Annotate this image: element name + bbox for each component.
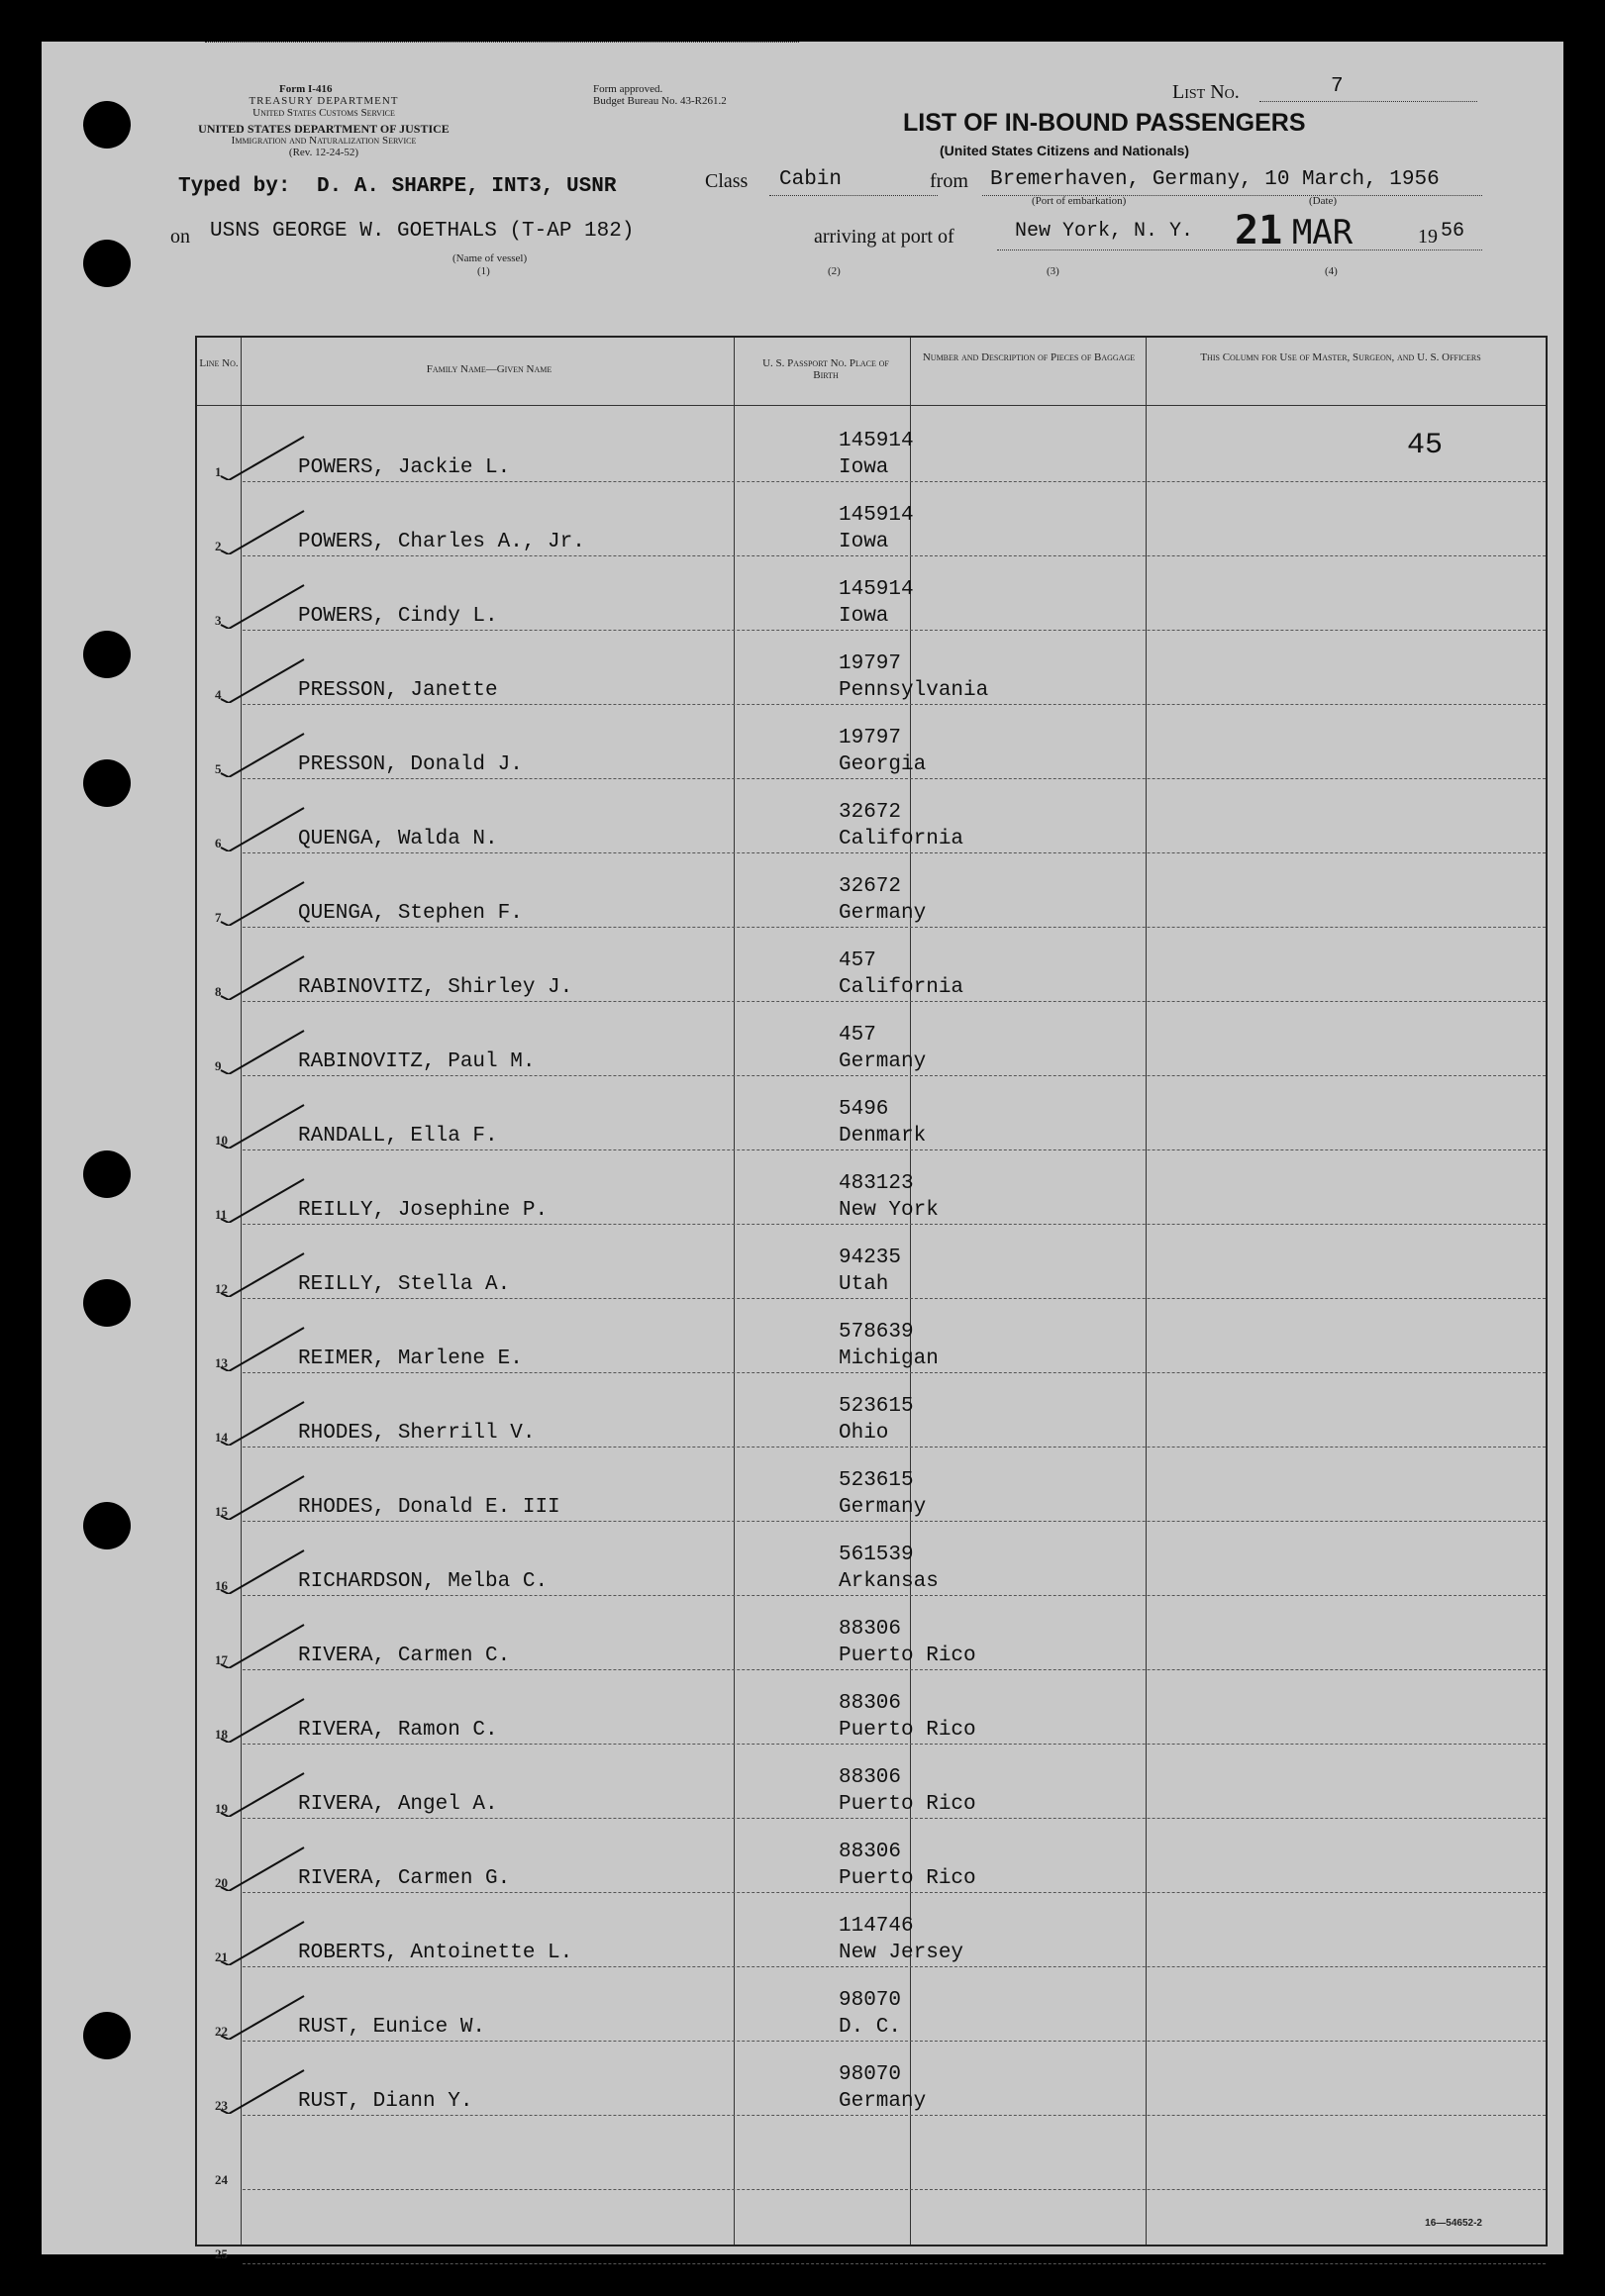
line-number: 12 [215,1281,228,1296]
officer-note: 45 [1407,429,1444,462]
line-number: 10 [215,1133,228,1148]
tally-check-mark [219,880,308,926]
treasury-department: TREASURY DEPARTMENT [249,95,399,107]
date-caption: (Date) [1309,195,1338,207]
passenger-name: RICHARDSON, Melba C. [298,1570,549,1593]
passport-number: 523615 [839,1395,914,1418]
arrival-port: New York, N. Y. [1015,220,1194,243]
typed-by-label: Typed by: [178,175,291,198]
table-row [197,1225,1546,1299]
passenger-name: POWERS, Cindy L. [298,605,498,628]
line-number: 14 [215,1430,228,1445]
budget-bureau: Budget Bureau No. 43-R261.2 [593,95,727,107]
vessel-name: USNS GEORGE W. GOETHALS (T-AP 182) [210,220,635,243]
passenger-table [195,336,1548,2261]
passport-number: 32672 [839,875,902,898]
department-block [160,83,487,158]
tally-check-mark [219,1697,308,1743]
tally-check-mark [219,435,308,480]
arrival-year: 56 [1441,220,1465,243]
port-caption: (Port of embarkation) [1032,195,1127,207]
tally-check-mark [219,1920,308,1965]
table-row [197,482,1546,556]
table-row [197,1670,1546,1745]
class-label: Class [705,170,749,192]
line-number: 24 [215,2172,228,2187]
passenger-name: RHODES, Sherrill V. [298,1422,536,1445]
passport-number: 19797 [839,727,902,749]
line-number: 1 [215,464,222,479]
table-row [197,1076,1546,1150]
vessel-caption: (Name of vessel) [452,252,528,264]
tally-check-mark [219,1846,308,1891]
list-no-line [1259,101,1477,102]
passport-number: 88306 [839,1692,902,1715]
line-number: 9 [215,1058,222,1073]
printer-code: 16—54652-2 [1425,2218,1482,2229]
ins-service: Immigration and Naturalization Service [231,135,417,147]
passenger-name: RHODES, Donald E. III [298,1496,560,1519]
passenger-name: QUENGA, Walda N. [298,828,498,850]
passenger-name: RANDALL, Ella F. [298,1125,498,1148]
passenger-name: POWERS, Jackie L. [298,456,511,479]
tally-check-mark [219,509,308,554]
place-of-birth: Arkansas [839,1570,939,1593]
passport-number: 457 [839,949,876,972]
table-row [197,2042,1546,2116]
place-of-birth: New York [839,1199,939,1222]
passport-number: 145914 [839,430,914,452]
table-row [197,556,1546,631]
passport-number: 457 [839,1024,876,1047]
caption-2: (2) [828,265,841,277]
passport-number: 523615 [839,1469,914,1492]
arrival-date-stamp [1235,208,1353,253]
line-number: 13 [215,1355,228,1370]
arrival-year-prefix: 19 [1418,226,1438,248]
column-header-line: Line No. [199,357,239,369]
table-row [197,1002,1546,1076]
table-row [197,779,1546,853]
place-of-birth: Ohio [839,1422,889,1445]
table-row [197,2116,1546,2190]
passenger-name: RABINOVITZ, Shirley J. [298,976,573,999]
line-number: 25 [215,2246,228,2261]
passport-number: 578639 [839,1321,914,1344]
place-of-birth: Germany [839,1496,927,1519]
place-of-birth: New Jersey [839,1942,964,1964]
place-of-birth: California [839,828,964,850]
table-row [197,928,1546,1002]
tally-check-mark [219,1177,308,1223]
table-row [197,1299,1546,1373]
line-number: 4 [215,687,222,702]
line-number: 3 [215,613,222,628]
manifest-page [42,42,1563,2261]
passenger-name: RIVERA, Ramon C. [298,1719,498,1742]
line-number: 2 [215,539,222,553]
customs-service: United States Customs Service [252,107,395,119]
place-of-birth: Puerto Rico [839,1793,976,1816]
punch-hole [83,101,131,149]
line-number: 15 [215,1504,228,1519]
table-row [197,853,1546,928]
tally-check-mark [219,1326,308,1371]
table-row [197,1819,1546,1893]
place-of-birth: Puerto Rico [839,1645,976,1667]
column-header-officers: This Column for Use of Master, Surgeon, and U. S. Officers [1200,351,1481,363]
passport-number: 145914 [839,578,914,601]
passenger-name: QUENGA, Stephen F. [298,902,523,925]
place-of-birth: Georgia [839,753,927,776]
place-of-birth: Utah [839,1273,889,1296]
line-number: 6 [215,836,222,850]
tally-check-mark [219,583,308,629]
tally-check-mark [219,1474,308,1520]
punch-hole [83,2012,131,2059]
tally-check-mark [219,1548,308,1594]
column-header-passport: U. S. Passport No. Place of Birth [762,357,889,381]
passenger-name: REILLY, Stella A. [298,1273,511,1296]
place-of-birth: Iowa [839,605,889,628]
passport-number: 561539 [839,1544,914,1566]
tally-check-mark [219,806,308,851]
punch-hole [83,759,131,807]
tally-check-mark [219,1103,308,1148]
tally-check-mark [219,1994,308,2040]
place-of-birth: Iowa [839,456,889,479]
approval-block [593,83,841,107]
manifest-title: LIST OF IN-BOUND PASSENGERS [903,109,1306,137]
table-row [197,2190,1546,2264]
line-number: 21 [215,1949,228,1964]
passport-number: 88306 [839,1766,902,1789]
passenger-name: POWERS, Charles A., Jr. [298,531,585,553]
passenger-name: ROBERTS, Antoinette L. [298,1942,573,1964]
passport-number: 98070 [839,2063,902,2086]
tally-check-mark [219,954,308,1000]
passenger-name: RIVERA, Carmen C. [298,1645,511,1667]
punch-hole [83,631,131,678]
passport-number: 88306 [839,1618,902,1641]
list-no-label: List No. [1172,81,1240,103]
place-of-birth: Puerto Rico [839,1719,976,1742]
passport-number: 483123 [839,1172,914,1195]
passenger-name: RIVERA, Angel A. [298,1793,498,1816]
place-of-birth: Germany [839,902,927,925]
line-number: 7 [215,910,222,925]
place-of-birth: Pennsylvania [839,679,989,702]
arriving-label: arriving at port of [814,226,954,248]
tally-check-mark [219,1029,308,1074]
punch-hole [83,1502,131,1549]
tally-check-mark [219,732,308,777]
passport-number: 32672 [839,801,902,824]
line-number: 17 [215,1652,228,1667]
passport-number: 114746 [839,1915,914,1938]
place-of-birth: California [839,976,964,999]
table-row [197,1522,1546,1596]
punch-hole [83,240,131,287]
passenger-name: REILLY, Josephine P. [298,1199,549,1222]
place-of-birth: Germany [839,1050,927,1073]
table-row [197,1447,1546,1522]
table-row [197,1745,1546,1819]
caption-4: (4) [1325,265,1338,277]
arrival-month: MAR [1291,213,1354,252]
passenger-name: RUST, Diann Y. [298,2090,473,2113]
column-header-baggage: Number and Description of Pieces of Baggage [922,351,1136,363]
place-of-birth: Michigan [839,1348,939,1370]
row-rule [243,2263,1546,2264]
manifest-subtitle: (United States Citizens and Nationals) [940,143,1190,158]
passport-number: 19797 [839,652,902,675]
caption-3: (3) [1047,265,1059,277]
revision-date: (Rev. 12-24-52) [288,147,359,158]
table-row [197,705,1546,779]
place-of-birth: D. C. [839,2016,902,2039]
form-approved: Form approved. [593,83,663,95]
on-label: on [170,226,190,248]
table-row [197,631,1546,705]
place-of-birth: Iowa [839,531,889,553]
tally-check-mark [219,1771,308,1817]
line-number: 22 [215,2024,228,2039]
justice-department: UNITED STATES DEPARTMENT OF JUSTICE [198,122,450,136]
passport-number: 88306 [839,1841,902,1863]
line-number: 23 [215,2098,228,2113]
table-row [197,408,1546,482]
line-number: 16 [215,1578,228,1593]
tally-check-mark [219,657,308,703]
table-row [197,1893,1546,1967]
passenger-name: RIVERA, Carmen G. [298,1867,511,1890]
passenger-name: REIMER, Marlene E. [298,1348,523,1370]
passenger-name: PRESSON, Janette [298,679,498,702]
line-number: 11 [215,1207,228,1222]
line-number: 5 [215,761,222,776]
tally-check-mark [219,1623,308,1668]
tally-check-mark [219,1400,308,1446]
class-value: Cabin [779,168,843,191]
punch-hole [83,1279,131,1327]
header-rule [197,405,1546,406]
form-number: Form I-416 [279,83,333,95]
passenger-name: RUST, Eunice W. [298,2016,486,2039]
line-number: 18 [215,1727,228,1742]
passenger-name: PRESSON, Donald J. [298,753,523,776]
passenger-name: RABINOVITZ, Paul M. [298,1050,536,1073]
tally-check-mark [219,1251,308,1297]
passport-number: 98070 [839,1989,902,2012]
punch-hole [83,1150,131,1198]
line-number: 8 [215,984,222,999]
table-row [197,1150,1546,1225]
table-row [197,1373,1546,1447]
line-number: 19 [215,1801,228,1816]
list-no-value: 7 [1331,75,1344,98]
place-of-birth: Denmark [839,1125,927,1148]
passport-number: 94235 [839,1247,902,1269]
line-number: 20 [215,1875,228,1890]
from-label: from [930,170,968,192]
from-value: Bremerhaven, Germany, 10 March, 1956 [990,168,1440,191]
passport-number: 145914 [839,504,914,527]
table-row [197,1596,1546,1670]
arrival-day: 21 [1235,208,1283,253]
vessel-line [205,42,799,43]
class-line [769,195,938,196]
caption-1: (1) [477,265,490,277]
column-header-name: Family Name—Given Name [426,363,552,375]
table-row [197,1967,1546,2042]
passport-number: 5496 [839,1098,889,1121]
place-of-birth: Puerto Rico [839,1867,976,1890]
place-of-birth: Germany [839,2090,927,2113]
tally-check-mark [219,2068,308,2114]
typed-by-value: D. A. SHARPE, INT3, USNR [317,175,617,198]
